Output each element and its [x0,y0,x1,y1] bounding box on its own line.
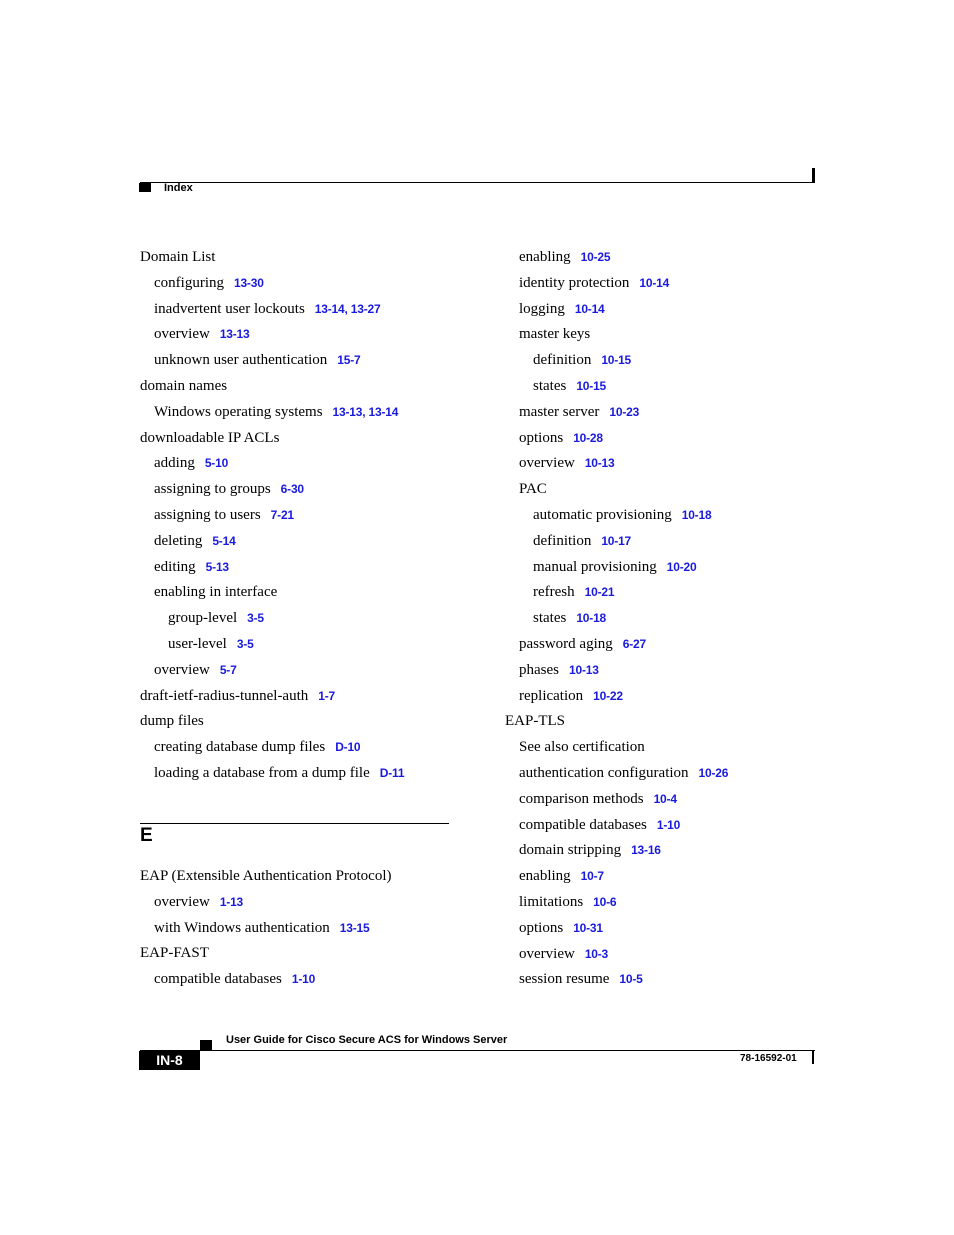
page-reference-link[interactable]: 10-14 [574,301,605,316]
page-reference-link[interactable]: 10-7 [580,869,604,884]
index-term: options [519,429,564,446]
index-column-left-e [140,864,460,993]
header-vertical-bar [812,168,815,183]
index-entry [140,735,460,761]
index-entry [505,477,835,503]
page-reference-link[interactable]: 10-25 [580,250,611,264]
index-entry [140,400,460,426]
index-term: configuring [154,274,224,291]
index-term: identity protection [519,274,630,291]
page-reference-link[interactable]: 10-26 [698,765,729,780]
page-reference-link[interactable]: 6-30 [280,482,304,497]
page-reference-link[interactable]: 5-10 [204,456,229,471]
index-term: Windows operating systems [154,403,323,420]
index-entry [140,941,460,967]
page-reference-link[interactable]: 7-21 [270,507,294,522]
index-entry [140,271,460,297]
section-rule [140,823,449,824]
index-entry [140,348,460,374]
index-entry [505,503,835,529]
index-entry [505,761,835,787]
page-reference-link[interactable]: 10-13 [584,456,615,471]
index-list-right [505,245,835,993]
index-entry [505,916,835,942]
index-entry [505,632,835,658]
page-reference-link[interactable]: 10-23 [609,404,640,419]
index-entry [140,503,460,529]
index-term: authentication configuration [519,764,689,781]
index-term: refresh [533,584,575,601]
index-entry [505,813,835,839]
page-reference-link[interactable]: 10-28 [573,430,603,445]
index-entry [140,555,460,581]
page-reference-link[interactable]: 13-14, 13-27 [314,301,381,316]
header-label: Index [164,182,193,194]
index-entry [140,580,460,606]
index-term: automatic provisioning [533,506,672,523]
page-reference-link[interactable]: 10-6 [593,894,617,909]
index-entry [140,967,460,993]
index-entry [140,245,460,271]
index-term: overview [519,945,575,962]
page-reference-link[interactable]: 10-20 [666,559,697,574]
page-number: IN-8 [139,1051,200,1070]
page-reference-link[interactable]: 10-14 [639,275,670,290]
index-term: assigning to groups [154,481,271,498]
index-term: inadvertent user lockouts [154,300,305,317]
page-reference-link[interactable]: 5-13 [205,559,229,574]
index-entry [140,658,460,684]
index-term: creating database dump files [154,739,326,756]
index-entry [505,942,835,968]
index-term: dump files [140,713,204,730]
index-term: comparison methods [519,790,644,807]
page-reference-link[interactable]: D-11 [379,765,405,780]
page-reference-link[interactable]: 3-5 [247,611,264,626]
section-letter: E [140,825,153,846]
index-term: master keys [519,326,591,343]
index-entry [505,735,835,761]
index-term: states [533,377,567,394]
index-term: overview [519,455,575,472]
index-entry [140,709,460,735]
index-term: draft-ietf-radius-tunnel-auth [140,687,309,704]
page-reference-link[interactable]: 10-17 [601,533,632,548]
index-term: phases [519,661,559,678]
index-term: EAP-TLS [505,713,565,730]
index-term: EAP-FAST [140,945,209,962]
index-entry [505,890,835,916]
page-reference-link[interactable]: 5-14 [212,533,236,548]
index-entry [140,477,460,503]
index-list-left [140,245,460,787]
index-entry [505,658,835,684]
index-entry [140,374,460,400]
index-term: domain stripping [519,842,622,859]
page-reference-link[interactable]: 10-5 [619,972,643,987]
index-term: domain names [140,377,228,394]
index-term: replication [519,687,584,704]
index-term: states [533,610,567,627]
page-reference-link[interactable]: 10-4 [653,791,677,806]
index-term: overview [154,326,210,343]
index-entry [140,916,460,942]
footer-title: User Guide for Cisco Secure ACS for Windows Server [226,1034,508,1046]
index-term: enabling [519,868,571,885]
page-reference-link[interactable]: 13-13, 13-14 [332,404,399,419]
page-reference-link[interactable]: 1-13 [219,894,244,909]
index-entry [140,890,460,916]
page-reference-link[interactable]: 3-5 [236,636,254,651]
page-reference-link[interactable]: 10-18 [681,507,712,522]
index-entry [140,632,460,658]
index-term: downloadable IP ACLs [140,429,280,446]
document-number: 78-16592-01 [740,1053,797,1064]
index-term: loading a database from a dump file [154,764,370,781]
page-reference-link[interactable]: 1-7 [318,688,336,703]
index-term: deleting [154,532,203,549]
page-reference-link[interactable]: 6-27 [622,636,646,651]
index-entry [505,271,835,297]
index-term: assigning to users [154,506,261,523]
index-term: EAP (Extensible Authentication Protocol) [140,868,392,884]
index-term: manual provisioning [533,558,657,575]
footer-vertical-bar [812,1051,814,1064]
index-term: limitations [519,893,584,910]
index-entry [140,322,460,348]
index-entry [140,297,460,323]
page-reference-link[interactable]: 13-15 [339,920,370,935]
index-entry [505,322,835,348]
page-reference-link[interactable]: 1-10 [656,817,681,832]
index-term: enabling in interface [154,584,278,601]
index-term: logging [519,300,565,317]
index-entry [505,426,835,452]
page-reference-link[interactable]: 10-13 [569,662,599,677]
index-column-left [140,245,460,787]
index-term: enabling [519,249,571,265]
index-term: unknown user authentication [154,352,328,369]
index-entry [505,709,835,735]
page-reference-link[interactable]: 13-16 [631,843,661,858]
index-term: definition [533,352,592,369]
index-entry [140,761,460,787]
index-term: options [519,919,564,936]
page-reference-link[interactable]: 10-15 [601,353,632,368]
index-entry [140,529,460,555]
page-reference-link[interactable]: 10-18 [576,611,607,626]
index-term: with Windows authentication [154,919,330,936]
index-term: definition [533,532,592,549]
page-reference-link[interactable]: 13-30 [233,275,264,290]
index-entry [505,297,835,323]
header-rule [140,182,815,183]
index-entry [505,838,835,864]
index-entry [505,451,835,477]
index-entry [505,555,835,581]
index-term: editing [154,558,196,575]
index-entry [140,684,460,710]
footer-rule [140,1050,815,1051]
index-term: compatible databases [519,816,647,833]
index-entry [505,606,835,632]
index-term: overview [154,893,210,910]
index-entry [140,451,460,477]
page-reference-link[interactable]: 10-21 [584,585,615,600]
page-reference-link[interactable]: 13-13 [219,327,250,342]
page-reference-link[interactable]: 15-7 [337,353,361,368]
index-entry [505,348,835,374]
index-entry [140,864,460,890]
index-term: adding [154,455,195,472]
index-entry [505,864,835,890]
page-reference-link[interactable]: 5-7 [219,662,237,677]
header-marker-block [139,183,151,192]
page-reference-link[interactable]: 1-10 [291,972,316,987]
page-reference-link[interactable]: 10-3 [584,946,609,961]
index-entry [505,580,835,606]
footer-marker-block [200,1040,212,1050]
index-term: master server [519,403,600,420]
page-reference-link[interactable]: 10-22 [593,688,623,703]
page-reference-link[interactable]: 10-15 [576,378,607,393]
index-term: PAC [519,481,547,498]
index-entry [505,529,835,555]
index-entry [505,245,835,271]
index-term: overview [154,661,210,678]
page-reference-link[interactable]: 10-31 [573,920,603,935]
index-term: session resume [519,971,610,988]
index-term: Domain List [140,249,216,265]
index-term: group-level [168,610,238,627]
index-entry [505,374,835,400]
page-reference-link[interactable]: D-10 [335,740,361,755]
index-entry [140,606,460,632]
index-term: user-level [168,635,227,652]
index-column-right [505,245,835,993]
index-entry [505,400,835,426]
index-entry [505,787,835,813]
index-entry [140,426,460,452]
index-list-left-e [140,864,460,993]
index-entry [505,967,835,993]
index-term: password aging [519,635,613,652]
index-term: See also certification [519,739,645,756]
index-term: compatible databases [154,971,282,988]
index-entry [505,684,835,710]
